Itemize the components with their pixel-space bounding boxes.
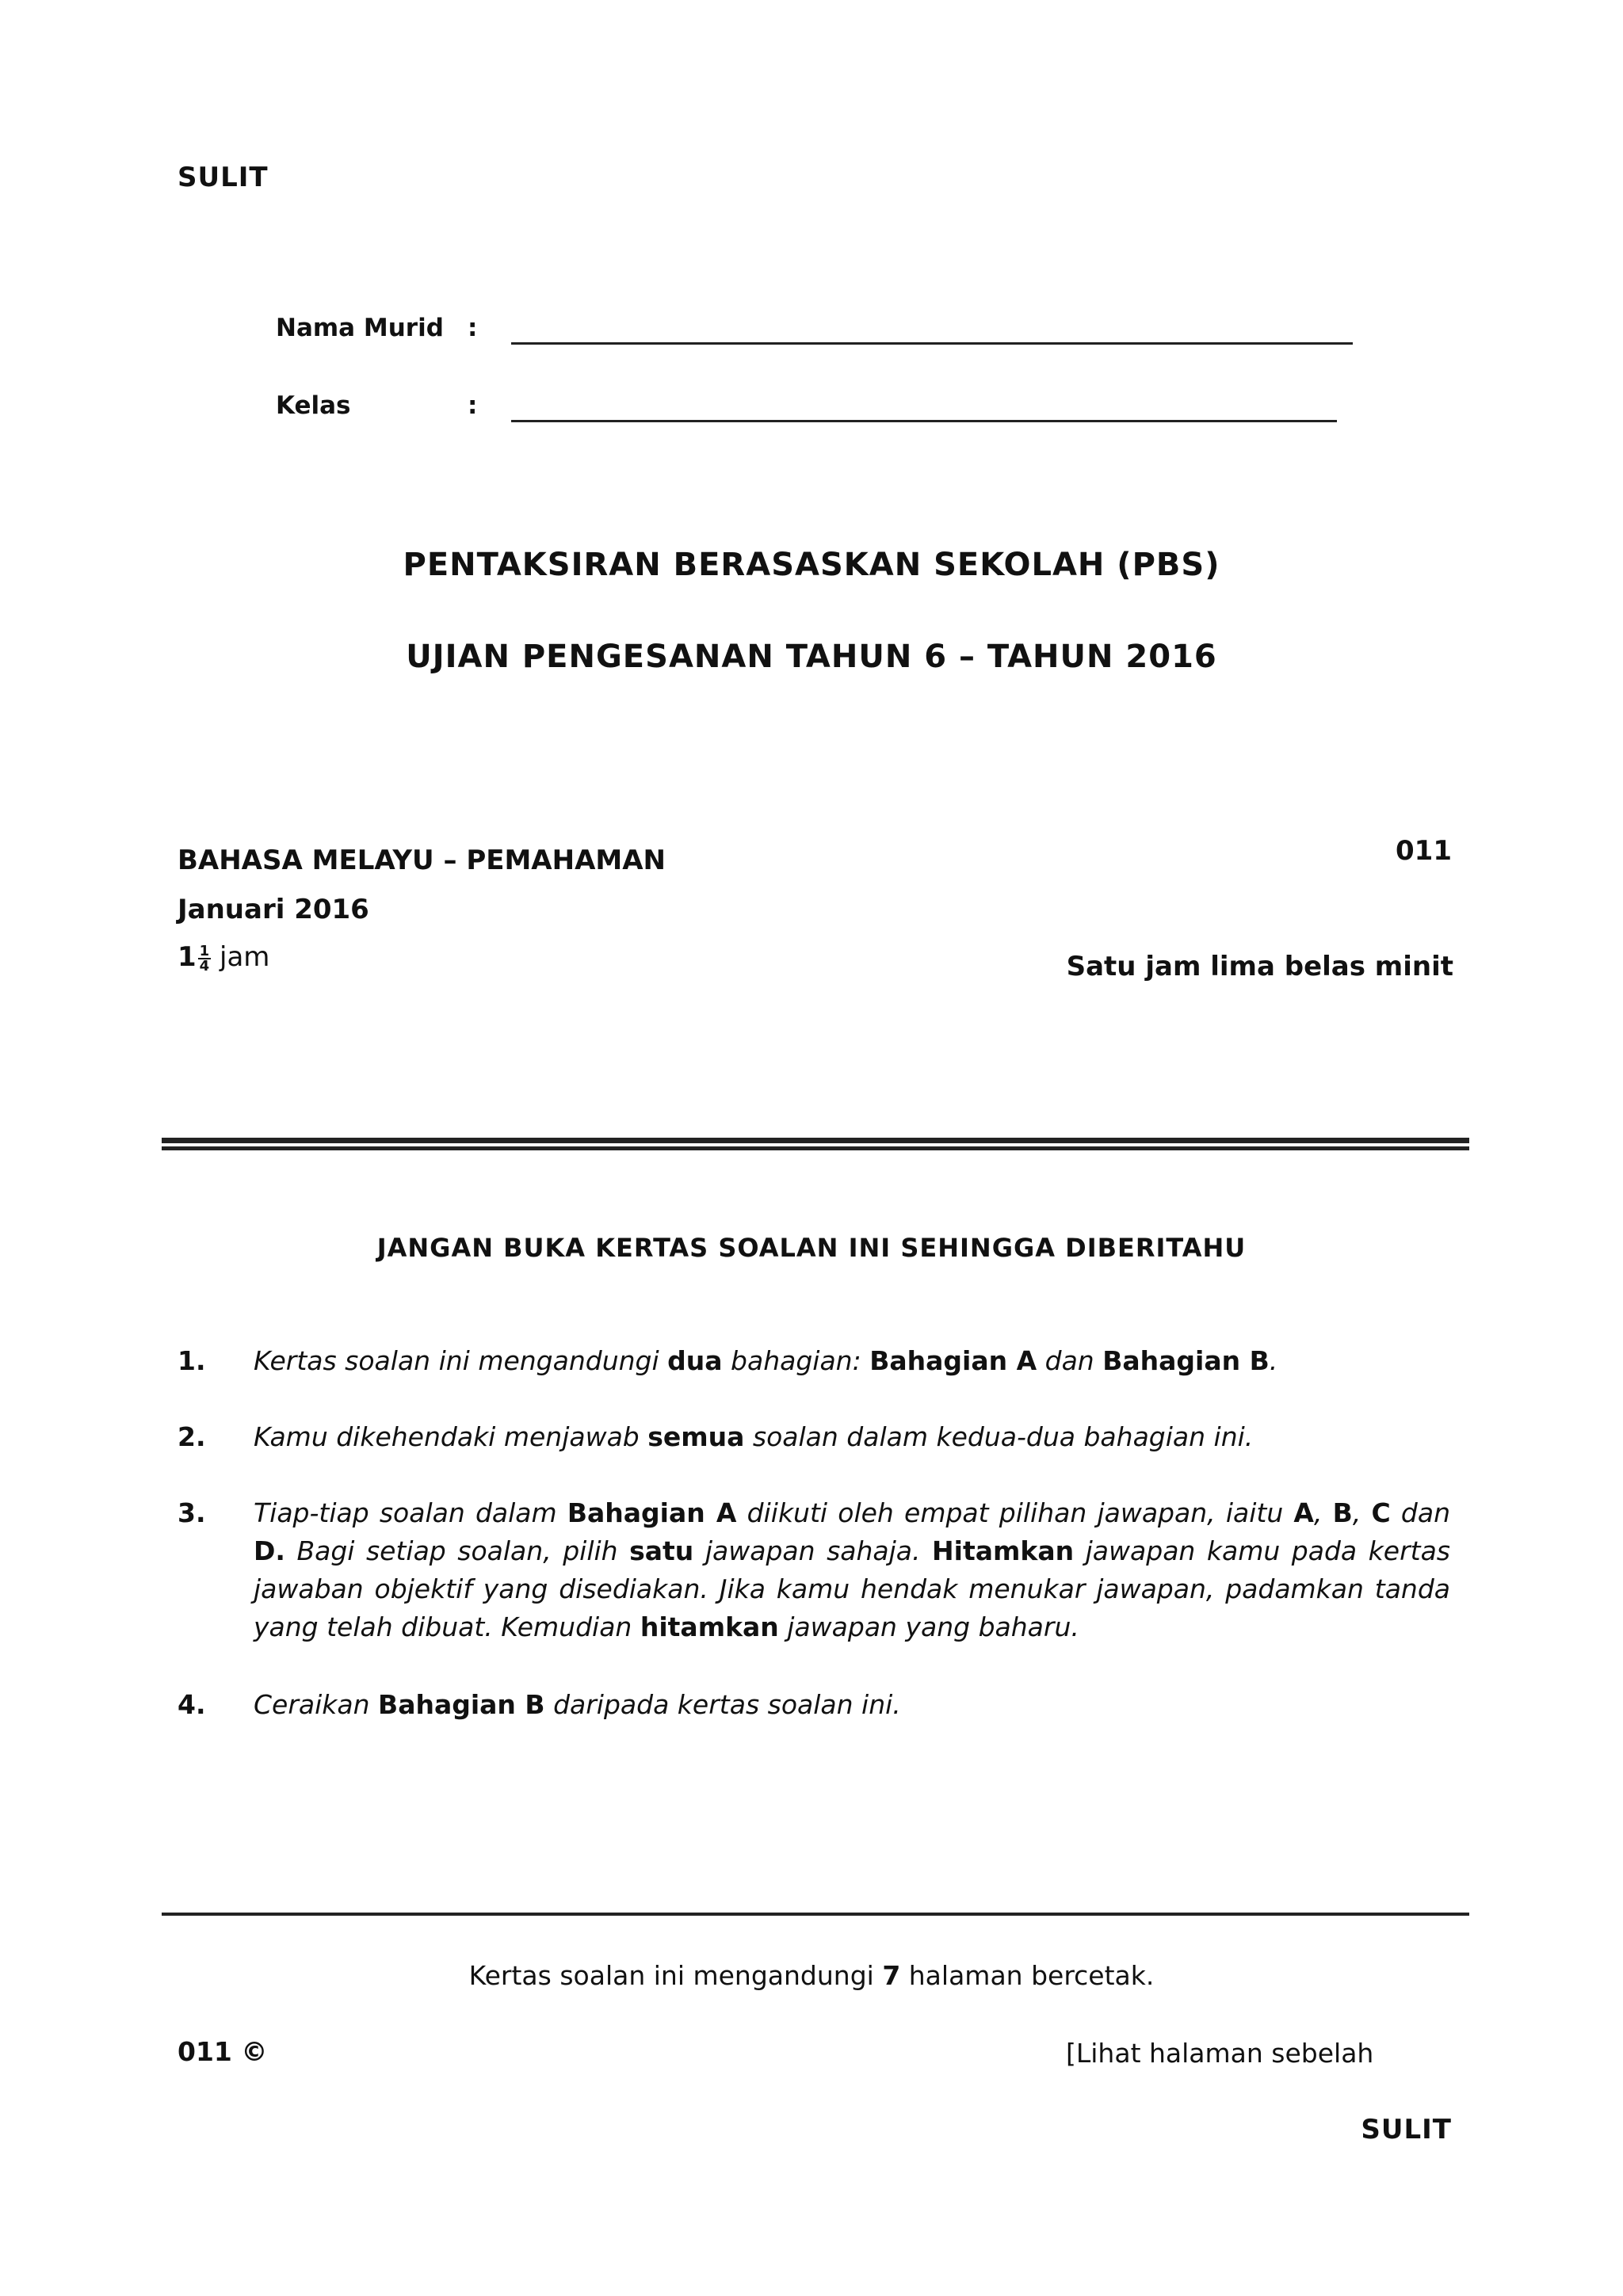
instruction-italic-run: soalan dalam kedua-dua bahagian ini.: [744, 1421, 1254, 1452]
instruction-bold-run: C: [1371, 1497, 1391, 1528]
subject-label: BAHASA MELAYU – PEMAHAMAN: [178, 845, 666, 876]
duration-unit: jam: [220, 941, 270, 973]
instruction-4-text: [254, 1686, 1450, 1724]
title-pbs: PENTAKSIRAN BERASASKAN SEKOLAH (PBS): [403, 547, 1220, 583]
instruction-bold-run: hitamkan: [640, 1611, 779, 1642]
name-field-colon: :: [468, 314, 478, 342]
instruction-italic-run: Ceraikan: [254, 1689, 379, 1720]
instruction-bold-run: Bahagian A: [567, 1497, 737, 1528]
instruction-italic-run: jawapan kamu pada kertas jawaban objektif yang disediakan. Jika kamu hendak menukar jawapan, padamkan tanda yang telah dibuat. Kemudian: [254, 1535, 1450, 1642]
instruction-italic-run: dan: [1390, 1497, 1450, 1528]
exam-date: Januari 2016: [178, 894, 369, 925]
duration-fraction: [198, 944, 212, 973]
instruction-2-text: [254, 1418, 1450, 1456]
name-field-label: Nama Murid: [276, 314, 444, 342]
instruction-italic-run: dan: [1037, 1345, 1103, 1376]
duration-whole: 1: [178, 941, 197, 973]
class-field-label: Kelas: [276, 391, 351, 420]
footer-rule: [162, 1913, 1469, 1916]
instruction-italic-run: daripada kertas soalan ini.: [544, 1689, 901, 1720]
do-not-open-notice: JANGAN BUKA KERTAS SOALAN INI SEHINGGA DIBERITAHU: [376, 1233, 1247, 1263]
sulit-top-label: SULIT: [178, 162, 269, 193]
instruction-italic-run: ,: [1313, 1497, 1333, 1528]
instruction-3-text: [254, 1494, 1450, 1646]
instruction-bold-run: B: [1332, 1497, 1353, 1528]
page-count-post: halaman bercetak.: [900, 1960, 1155, 1991]
instruction-bold-run: D.: [254, 1535, 285, 1566]
instruction-italic-run: Bagi setiap soalan, pilih: [285, 1535, 630, 1566]
title-ujian: UJIAN PENGESANAN TAHUN 6 – TAHUN 2016: [406, 639, 1217, 675]
paper-code: 011: [1396, 835, 1452, 867]
instruction-1-number: 1.: [178, 1345, 206, 1376]
double-rule-top: [162, 1138, 1469, 1143]
name-field-line[interactable]: [511, 342, 1353, 345]
instruction-italic-run: jawapan sahaja.: [693, 1535, 933, 1566]
instruction-3-number: 3.: [178, 1497, 206, 1528]
instruction-2-number: 2.: [178, 1421, 206, 1452]
instruction-italic-run: diikuti oleh empat pilihan jawapan, iaitu: [736, 1497, 1294, 1528]
duration-short: [178, 941, 269, 973]
instruction-bold-run: A: [1293, 1497, 1314, 1528]
instruction-bold-run: Bahagian B: [378, 1689, 545, 1720]
instruction-italic-run: Kamu dikehendaki menjawab: [254, 1421, 648, 1452]
class-field-line[interactable]: [511, 420, 1337, 422]
instruction-bold-run: dua: [667, 1345, 723, 1376]
fraction-denominator: 4: [199, 957, 210, 974]
instruction-italic-run: Tiap-tiap soalan dalam: [254, 1497, 567, 1528]
double-rule-bottom: [162, 1146, 1469, 1150]
instruction-bold-run: semua: [647, 1421, 745, 1452]
sulit-bottom-label: SULIT: [1361, 2114, 1452, 2145]
instruction-bold-run: Hitamkan: [932, 1535, 1075, 1566]
instruction-italic-run: Kertas soalan ini mengandungi: [254, 1345, 668, 1376]
instruction-italic-run: ,: [1352, 1497, 1372, 1528]
instruction-4-number: 4.: [178, 1689, 206, 1720]
page-count-number: 7: [882, 1960, 901, 1991]
instruction-italic-run: bahagian:: [722, 1345, 870, 1376]
duration-words: Satu jam lima belas minit: [1066, 951, 1453, 982]
fraction-numerator: 1: [199, 942, 210, 959]
page-count-note: [0, 1960, 1623, 1991]
instruction-bold-run: Bahagian B: [1102, 1345, 1270, 1376]
class-field-colon: :: [468, 391, 478, 420]
see-next-page-label: [Lihat halaman sebelah: [1066, 2038, 1374, 2069]
instruction-italic-run: .: [1269, 1345, 1278, 1376]
footer-code-copyright: 011 ©: [178, 2036, 268, 2067]
instruction-bold-run: satu: [629, 1535, 694, 1566]
instruction-1-text: [254, 1342, 1450, 1380]
page-count-pre: Kertas soalan ini mengandungi: [468, 1960, 883, 1991]
instruction-bold-run: Bahagian A: [869, 1345, 1037, 1376]
instruction-italic-run: jawapan yang baharu.: [778, 1611, 1079, 1642]
